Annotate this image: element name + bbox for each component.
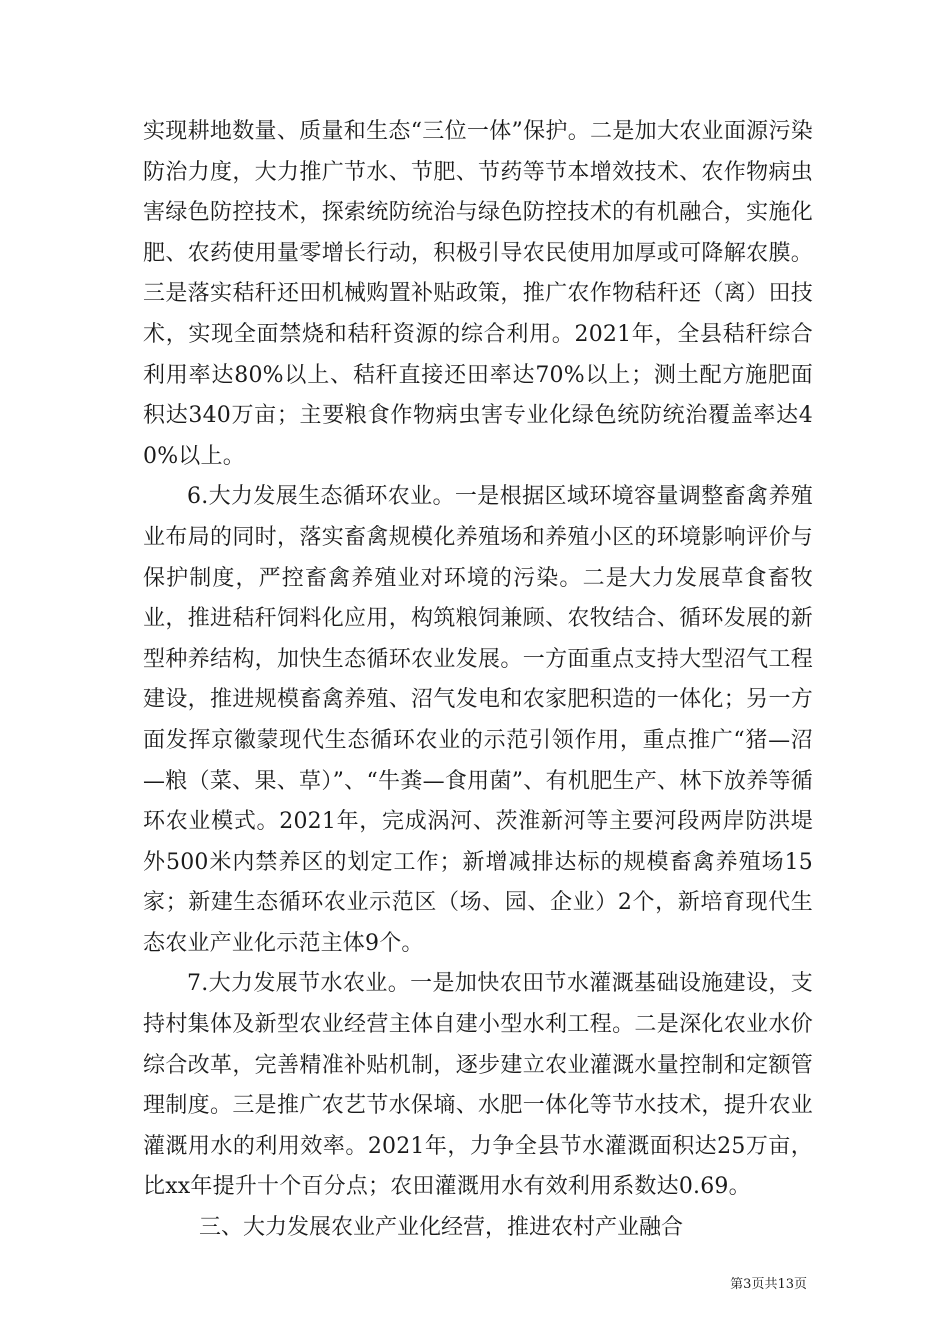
document-body: [143, 112, 813, 1249]
section-heading: 三、大力发展农业产业化经营，推进农村产业融合: [199, 1215, 684, 1241]
paragraph-item-7: 7.大力发展节水农业。一是加快农田节水灌溉基础设施建设，支持村集体及新型农业经营主体自建小型水利工程。二是深化农业水价综合改革，完善精准补贴机制，逐步建立农业灌溉水量控制和定额管理制度。三是推广农艺节水保墒、水肥一体化等节水技术，提升农业灌溉用水的利用效率。2021年，力争全县节水灌溉面积达25万亩，比xx年提升十个百分点；农田灌溉用水有效利用系数达0.69。: [143, 971, 813, 1200]
paragraph-continuation: 实现耕地数量、质量和生态“三位一体”保护。二是加大农业面源污染防治力度，大力推广节水、节肥、节药等节本增效技术、农作物病虫害绿色防控技术，探索统防统治与绿色防控技术的有机融合，实施化肥、农药使用量零增长行动，积极引导农民使用加厚或可降解农膜。三是落实秸秆还田机械购置补贴政策，推广农作物秸秆还（离）田技术，实现全面禁烧和秸秆资源的综合利用。2021年，全县秸秆综合利用率达80%以上、秸秆直接还田率达70%以上；测土配方施肥面积达340万亩；主要粮食作物病虫害专业化绿色统防统治覆盖率达40%以上。: [143, 119, 813, 469]
page-number-footer: 第3页共13页: [730, 1277, 807, 1292]
paragraph-item-6: 6.大力发展生态循环农业。一是根据区域环境容量调整畜禽养殖业布局的同时，落实畜禽规模化养殖场和养殖小区的环境影响评价与保护制度，严控畜禽养殖业对环境的污染。二是大力发展草食畜牧业，推进秸秆饲料化应用，构筑粮饲兼顾、农牧结合、循环发展的新型种养结构，加快生态循环农业发展。一方面重点支持大型沼气工程建设，推进规模畜禽养殖、沼气发电和农家肥积造的一体化；另一方面发挥京徽蒙现代生态循环农业的示范引领作用，重点推广“猪—沼—粮（菜、果、草）”、“牛粪—食用菌”、有机肥生产、林下放养等循环农业模式。2021年，完成涡河、茨淮新河等主要河段两岸防洪堤外500米内禁养区的划定工作；新增减排达标的规模畜禽养殖场15家；新建生态循环农业示范区（场、园、企业）2个，新培育现代生态农业产业化示范主体9个。: [143, 484, 813, 956]
